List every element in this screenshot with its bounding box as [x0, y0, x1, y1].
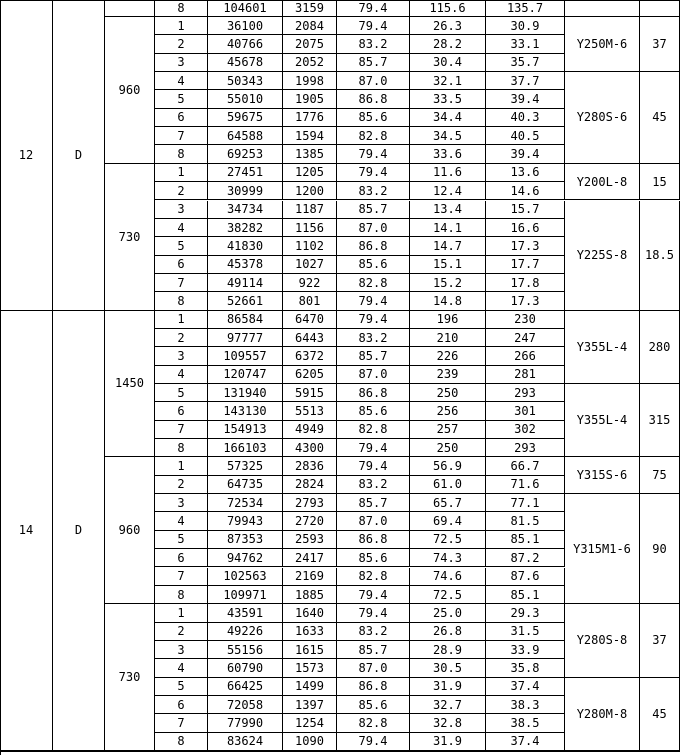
flow-cell: 86584	[208, 311, 283, 329]
shaft-power-cell: 72.5	[410, 531, 486, 549]
head-cell: 1640	[283, 604, 337, 622]
shaft-power-cell: 74.3	[410, 549, 486, 567]
head-cell: 5513	[283, 402, 337, 420]
head-cell: 3159	[283, 0, 337, 17]
point-number-cell: 4	[155, 512, 208, 530]
flow-cell: 109971	[208, 586, 283, 604]
shaft-power-cell: 56.9	[410, 457, 486, 475]
shaft-power-cell: 32.1	[410, 72, 486, 90]
motor-model-cell: Y355L-4	[565, 311, 640, 384]
point-number-cell: 2	[155, 623, 208, 641]
motor-power-cell: 17.3	[486, 237, 565, 255]
efficiency-cell: 83.2	[337, 623, 410, 641]
point-number-cell: 7	[155, 274, 208, 292]
motor-power-cell: 247	[486, 329, 565, 347]
head-cell: 1615	[283, 641, 337, 659]
shaft-power-cell: 28.9	[410, 641, 486, 659]
shaft-power-cell: 26.8	[410, 623, 486, 641]
efficiency-cell: 85.6	[337, 696, 410, 714]
motor-power-cell: 77.1	[486, 494, 565, 512]
flow-cell: 55010	[208, 90, 283, 108]
point-number-cell: 6	[155, 109, 208, 127]
efficiency-cell: 86.8	[337, 384, 410, 402]
head-cell: 2075	[283, 35, 337, 53]
motor-power-cell: 302	[486, 421, 565, 439]
motor-kw-cell: 75	[640, 457, 680, 494]
point-number-cell: 3	[155, 494, 208, 512]
efficiency-cell: 87.0	[337, 512, 410, 530]
efficiency-cell: 82.8	[337, 274, 410, 292]
shaft-power-cell: 210	[410, 329, 486, 347]
flow-cell: 69253	[208, 145, 283, 163]
flow-cell: 72058	[208, 696, 283, 714]
motor-kw-cell: 280	[640, 311, 680, 384]
efficiency-cell: 83.2	[337, 35, 410, 53]
point-number-cell: 7	[155, 714, 208, 732]
flow-cell: 43591	[208, 604, 283, 622]
head-cell: 4300	[283, 439, 337, 457]
efficiency-cell: 82.8	[337, 568, 410, 586]
efficiency-cell: 85.7	[337, 54, 410, 72]
efficiency-cell: 79.4	[337, 145, 410, 163]
head-cell: 1776	[283, 109, 337, 127]
efficiency-cell: 85.6	[337, 109, 410, 127]
motor-power-cell: 281	[486, 366, 565, 384]
shaft-power-cell: 30.5	[410, 659, 486, 677]
pump-number-cell: 14	[0, 311, 53, 751]
shaft-power-cell: 25.0	[410, 604, 486, 622]
flow-cell: 79943	[208, 512, 283, 530]
flow-cell: 94762	[208, 549, 283, 567]
head-cell: 4949	[283, 421, 337, 439]
point-number-cell: 2	[155, 329, 208, 347]
motor-power-cell: 37.4	[486, 678, 565, 696]
flow-cell: 38282	[208, 219, 283, 237]
efficiency-cell: 79.4	[337, 733, 410, 751]
efficiency-cell: 79.4	[337, 604, 410, 622]
motor-model-cell: Y200L-8	[565, 164, 640, 201]
head-cell: 1156	[283, 219, 337, 237]
motor-model-cell: Y315S-6	[565, 457, 640, 494]
shaft-power-cell: 14.1	[410, 219, 486, 237]
flow-cell: 109557	[208, 347, 283, 365]
motor-power-cell: 33.1	[486, 35, 565, 53]
shaft-power-cell: 14.7	[410, 237, 486, 255]
point-number-cell: 4	[155, 659, 208, 677]
motor-power-cell: 293	[486, 384, 565, 402]
efficiency-cell: 87.0	[337, 72, 410, 90]
motor-power-cell: 40.3	[486, 109, 565, 127]
shaft-power-cell: 26.3	[410, 17, 486, 35]
shaft-power-cell: 15.2	[410, 274, 486, 292]
motor-power-cell: 85.1	[486, 586, 565, 604]
flow-cell: 55156	[208, 641, 283, 659]
efficiency-cell: 79.4	[337, 586, 410, 604]
shaft-power-cell: 32.8	[410, 714, 486, 732]
head-cell: 6372	[283, 347, 337, 365]
motor-power-cell: 87.2	[486, 549, 565, 567]
point-number-cell: 6	[155, 696, 208, 714]
point-number-cell: 4	[155, 219, 208, 237]
head-cell: 2169	[283, 568, 337, 586]
efficiency-cell: 82.8	[337, 127, 410, 145]
head-cell: 6470	[283, 311, 337, 329]
shaft-power-cell: 196	[410, 311, 486, 329]
flow-cell: 49114	[208, 274, 283, 292]
head-cell: 1187	[283, 201, 337, 219]
flow-cell: 154913	[208, 421, 283, 439]
motor-power-cell: 35.7	[486, 54, 565, 72]
motor-model-cell: Y315M1-6	[565, 494, 640, 604]
point-number-cell: 8	[155, 439, 208, 457]
shaft-power-cell: 257	[410, 421, 486, 439]
speed-cell: 730	[105, 164, 155, 311]
point-number-cell: 3	[155, 347, 208, 365]
efficiency-cell: 87.0	[337, 659, 410, 677]
head-cell: 1633	[283, 623, 337, 641]
shaft-power-cell: 61.0	[410, 476, 486, 494]
point-number-cell: 7	[155, 421, 208, 439]
head-cell: 1905	[283, 90, 337, 108]
motor-kw-cell: 18.5	[640, 201, 680, 311]
head-cell: 6205	[283, 366, 337, 384]
head-cell: 2836	[283, 457, 337, 475]
motor-power-cell: 85.1	[486, 531, 565, 549]
flow-cell: 30999	[208, 182, 283, 200]
flow-cell: 64735	[208, 476, 283, 494]
point-number-cell: 4	[155, 72, 208, 90]
head-cell: 1397	[283, 696, 337, 714]
head-cell: 2593	[283, 531, 337, 549]
shaft-power-cell: 256	[410, 402, 486, 420]
point-number-cell: 8	[155, 145, 208, 163]
motor-power-cell: 33.9	[486, 641, 565, 659]
head-cell: 5915	[283, 384, 337, 402]
motor-power-cell: 71.6	[486, 476, 565, 494]
shaft-power-cell: 12.4	[410, 182, 486, 200]
head-cell: 1499	[283, 678, 337, 696]
series-cell: D	[53, 311, 105, 751]
head-cell: 1998	[283, 72, 337, 90]
flow-cell: 50343	[208, 72, 283, 90]
shaft-power-cell: 239	[410, 366, 486, 384]
speed-cell: 960	[105, 17, 155, 164]
shaft-power-cell: 34.5	[410, 127, 486, 145]
flow-cell: 57325	[208, 457, 283, 475]
motor-kw-cell: 90	[640, 494, 680, 604]
motor-kw-cell: 37	[640, 17, 680, 72]
point-number-cell: 6	[155, 549, 208, 567]
flow-cell: 34734	[208, 201, 283, 219]
efficiency-cell: 79.4	[337, 457, 410, 475]
shaft-power-cell: 115.6	[410, 0, 486, 17]
efficiency-cell: 85.6	[337, 256, 410, 274]
head-cell: 2417	[283, 549, 337, 567]
shaft-power-cell: 65.7	[410, 494, 486, 512]
head-cell: 1090	[283, 733, 337, 751]
motor-power-cell: 17.3	[486, 292, 565, 310]
flow-cell: 64588	[208, 127, 283, 145]
shaft-power-cell: 226	[410, 347, 486, 365]
flow-cell: 131940	[208, 384, 283, 402]
point-number-cell: 4	[155, 366, 208, 384]
point-number-cell: 3	[155, 641, 208, 659]
motor-kw-cell: 45	[640, 678, 680, 751]
point-number-cell: 1	[155, 604, 208, 622]
shaft-power-cell: 33.5	[410, 90, 486, 108]
point-number-cell: 7	[155, 568, 208, 586]
shaft-power-cell: 31.9	[410, 733, 486, 751]
flow-cell: 36100	[208, 17, 283, 35]
point-number-cell: 3	[155, 201, 208, 219]
efficiency-cell: 85.7	[337, 641, 410, 659]
point-number-cell: 5	[155, 90, 208, 108]
point-number-cell: 3	[155, 54, 208, 72]
motor-power-cell: 38.5	[486, 714, 565, 732]
shaft-power-cell: 14.8	[410, 292, 486, 310]
efficiency-cell: 79.4	[337, 311, 410, 329]
point-number-cell: 8	[155, 733, 208, 751]
efficiency-cell: 85.6	[337, 549, 410, 567]
shaft-power-cell: 15.1	[410, 256, 486, 274]
shaft-power-cell: 11.6	[410, 164, 486, 182]
point-number-cell: 5	[155, 384, 208, 402]
motor-power-cell: 39.4	[486, 145, 565, 163]
point-number-cell: 6	[155, 402, 208, 420]
flow-cell: 87353	[208, 531, 283, 549]
head-cell: 1573	[283, 659, 337, 677]
speed-cell: 960	[105, 457, 155, 604]
point-number-cell: 7	[155, 127, 208, 145]
efficiency-cell: 79.4	[337, 164, 410, 182]
flow-cell: 143130	[208, 402, 283, 420]
point-number-cell: 5	[155, 678, 208, 696]
point-number-cell: 1	[155, 311, 208, 329]
flow-cell: 60790	[208, 659, 283, 677]
motor-model-cell: Y280S-6	[565, 72, 640, 164]
motor-power-cell: 29.3	[486, 604, 565, 622]
flow-cell: 45378	[208, 256, 283, 274]
efficiency-cell: 85.7	[337, 494, 410, 512]
point-number-cell: 5	[155, 237, 208, 255]
flow-cell: 104601	[208, 0, 283, 17]
flow-cell: 97777	[208, 329, 283, 347]
motor-power-cell: 15.7	[486, 201, 565, 219]
motor-power-cell: 39.4	[486, 90, 565, 108]
efficiency-cell: 86.8	[337, 90, 410, 108]
head-cell: 2052	[283, 54, 337, 72]
shaft-power-cell: 72.5	[410, 586, 486, 604]
flow-cell: 120747	[208, 366, 283, 384]
efficiency-cell: 86.8	[337, 531, 410, 549]
motor-power-cell: 17.7	[486, 256, 565, 274]
point-number-cell: 1	[155, 164, 208, 182]
head-cell: 1102	[283, 237, 337, 255]
flow-cell: 27451	[208, 164, 283, 182]
head-cell: 1254	[283, 714, 337, 732]
motor-power-cell: 135.7	[486, 0, 565, 17]
head-cell: 1594	[283, 127, 337, 145]
efficiency-cell: 85.7	[337, 201, 410, 219]
motor-power-cell: 38.3	[486, 696, 565, 714]
point-number-cell: 5	[155, 531, 208, 549]
motor-power-cell: 40.5	[486, 127, 565, 145]
efficiency-cell: 86.8	[337, 237, 410, 255]
motor-kw-cell: 37	[640, 604, 680, 677]
flow-cell: 45678	[208, 54, 283, 72]
flow-cell: 49226	[208, 623, 283, 641]
pump-number-cell: 12	[0, 0, 53, 311]
motor-power-cell: 87.6	[486, 568, 565, 586]
efficiency-cell: 86.8	[337, 678, 410, 696]
head-cell: 1027	[283, 256, 337, 274]
shaft-power-cell: 13.4	[410, 201, 486, 219]
shaft-power-cell: 32.7	[410, 696, 486, 714]
point-number-cell: 2	[155, 182, 208, 200]
motor-model-cell: Y250M-6	[565, 17, 640, 72]
speed-cell	[105, 0, 155, 17]
flow-cell: 102563	[208, 568, 283, 586]
speed-cell: 1450	[105, 311, 155, 458]
motor-power-cell: 35.8	[486, 659, 565, 677]
motor-power-cell: 66.7	[486, 457, 565, 475]
shaft-power-cell: 30.4	[410, 54, 486, 72]
motor-power-cell: 17.8	[486, 274, 565, 292]
head-cell: 1385	[283, 145, 337, 163]
motor-model-cell: Y355L-4	[565, 384, 640, 457]
efficiency-cell: 87.0	[337, 219, 410, 237]
motor-model-cell: Y225S-8	[565, 201, 640, 311]
point-number-cell: 2	[155, 476, 208, 494]
motor-power-cell: 30.9	[486, 17, 565, 35]
flow-cell: 41830	[208, 237, 283, 255]
point-number-cell: 6	[155, 256, 208, 274]
shaft-power-cell: 34.4	[410, 109, 486, 127]
shaft-power-cell: 69.4	[410, 512, 486, 530]
motor-power-cell: 230	[486, 311, 565, 329]
motor-model-cell	[565, 0, 640, 17]
head-cell: 2793	[283, 494, 337, 512]
efficiency-cell: 83.2	[337, 476, 410, 494]
motor-power-cell: 14.6	[486, 182, 565, 200]
motor-power-cell: 301	[486, 402, 565, 420]
point-number-cell: 1	[155, 457, 208, 475]
shaft-power-cell: 31.9	[410, 678, 486, 696]
shaft-power-cell: 74.6	[410, 568, 486, 586]
efficiency-cell: 85.6	[337, 402, 410, 420]
point-number-cell: 8	[155, 586, 208, 604]
series-cell: D	[53, 0, 105, 311]
motor-kw-cell: 315	[640, 384, 680, 457]
head-cell: 1200	[283, 182, 337, 200]
speed-cell: 730	[105, 604, 155, 751]
shaft-power-cell: 250	[410, 384, 486, 402]
efficiency-cell: 87.0	[337, 366, 410, 384]
efficiency-cell: 79.4	[337, 0, 410, 17]
motor-power-cell: 37.7	[486, 72, 565, 90]
flow-cell: 52661	[208, 292, 283, 310]
flow-cell: 59675	[208, 109, 283, 127]
point-number-cell: 2	[155, 35, 208, 53]
head-cell: 2824	[283, 476, 337, 494]
head-cell: 801	[283, 292, 337, 310]
efficiency-cell: 82.8	[337, 714, 410, 732]
efficiency-cell: 83.2	[337, 182, 410, 200]
head-cell: 2084	[283, 17, 337, 35]
motor-power-cell: 37.4	[486, 733, 565, 751]
efficiency-cell: 79.4	[337, 292, 410, 310]
efficiency-cell: 79.4	[337, 439, 410, 457]
flow-cell: 40766	[208, 35, 283, 53]
motor-power-cell: 81.5	[486, 512, 565, 530]
point-number-cell: 1	[155, 17, 208, 35]
motor-kw-cell: 45	[640, 72, 680, 164]
flow-cell: 72534	[208, 494, 283, 512]
table-bottom-border	[0, 751, 680, 752]
flow-cell: 166103	[208, 439, 283, 457]
motor-power-cell: 293	[486, 439, 565, 457]
motor-power-cell: 266	[486, 347, 565, 365]
motor-kw-cell: 15	[640, 164, 680, 201]
head-cell: 1205	[283, 164, 337, 182]
point-number-cell: 8	[155, 0, 208, 17]
flow-cell: 66425	[208, 678, 283, 696]
head-cell: 6443	[283, 329, 337, 347]
efficiency-cell: 79.4	[337, 17, 410, 35]
motor-power-cell: 16.6	[486, 219, 565, 237]
efficiency-cell: 83.2	[337, 329, 410, 347]
efficiency-cell: 82.8	[337, 421, 410, 439]
motor-model-cell: Y280S-8	[565, 604, 640, 677]
shaft-power-cell: 33.6	[410, 145, 486, 163]
shaft-power-cell: 250	[410, 439, 486, 457]
head-cell: 922	[283, 274, 337, 292]
flow-cell: 77990	[208, 714, 283, 732]
motor-model-cell: Y280M-8	[565, 678, 640, 751]
head-cell: 2720	[283, 512, 337, 530]
efficiency-cell: 85.7	[337, 347, 410, 365]
head-cell: 1885	[283, 586, 337, 604]
point-number-cell: 8	[155, 292, 208, 310]
motor-kw-cell	[640, 0, 680, 17]
shaft-power-cell: 28.2	[410, 35, 486, 53]
motor-power-cell: 13.6	[486, 164, 565, 182]
flow-cell: 83624	[208, 733, 283, 751]
motor-power-cell: 31.5	[486, 623, 565, 641]
